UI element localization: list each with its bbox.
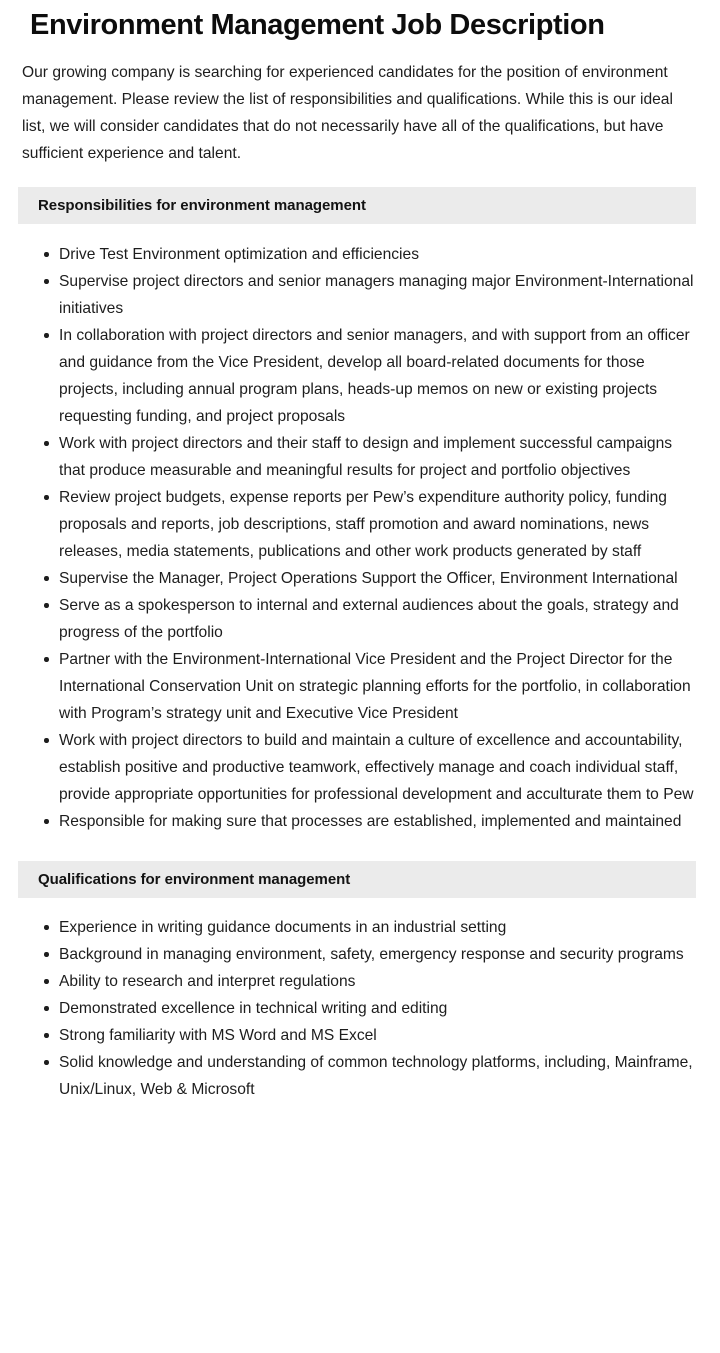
- intro-paragraph: Our growing company is searching for experienced candidates for the position of environment management. Please review the list of responsibilities and qualifications. While this is our ideal list, we will consider candidates that do not necessarily have all of the qualifications, but have sufficient experience and talent.: [22, 64, 673, 162]
- list-item: Work with project directors to build and maintain a culture of excellence and accountability, establish positive and productive teamwork, effectively manage and coach individual staff, provide appropriate opportunities for professional development and acculturate them to Pew: [0, 727, 698, 808]
- list-item: Background in managing environment, safety, emergency response and security programs: [0, 941, 698, 968]
- list-item: Strong familiarity with MS Word and MS Excel: [0, 1022, 698, 1049]
- section-header-responsibilities: [18, 187, 696, 224]
- list-item: Review project budgets, expense reports per Pew’s expenditure authority policy, funding proposals and reports, job descriptions, staff promotion and award nominations, news releases, media statements, publications and other work products generated by staff: [0, 484, 698, 565]
- section-responsibilities: [0, 187, 720, 835]
- list-item: Solid knowledge and understanding of common technology platforms, including, Mainframe, Unix/Linux, Web & Microsoft: [0, 1049, 698, 1103]
- list-item: Work with project directors and their staff to design and implement successful campaigns that produce measurable and meaningful results for project and portfolio objectives: [0, 430, 698, 484]
- list-item: Drive Test Environment optimization and efficiencies: [0, 241, 698, 268]
- section-heading-label: Responsibilities for environment management: [38, 197, 366, 214]
- list-item: Responsible for making sure that processes are established, implemented and maintained: [0, 808, 698, 835]
- list-item: Experience in writing guidance documents in an industrial setting: [0, 914, 698, 941]
- list-item: Demonstrated excellence in technical writing and editing: [0, 995, 698, 1022]
- list-item: In collaboration with project directors and senior managers, and with support from an officer and guidance from the Vice President, develop all board-related documents for those projects, including annual program plans, heads-up memos on new or existing projects requesting funding, and project proposals: [0, 322, 698, 430]
- responsibilities-list: [0, 241, 720, 835]
- list-item: Supervise project directors and senior managers managing major Environment-International initiatives: [0, 268, 698, 322]
- list-item: Partner with the Environment-International Vice President and the Project Director for the International Conservation Unit on strategic planning efforts for the portfolio, in collaboration with Program’s strategy unit and Executive Vice President: [0, 646, 698, 727]
- section-heading-label: Qualifications for environment management: [38, 871, 351, 888]
- section-header-qualifications: [18, 861, 696, 898]
- section-qualifications: [0, 861, 720, 1103]
- qualifications-list: [0, 914, 720, 1103]
- page-title: Environment Management Job Description: [30, 9, 605, 41]
- page-bottom-spacer: [0, 1103, 720, 1143]
- list-item: Serve as a spokesperson to internal and external audiences about the goals, strategy and progress of the portfolio: [0, 592, 698, 646]
- list-item: Supervise the Manager, Project Operations Support the Officer, Environment International: [0, 565, 698, 592]
- list-item: Ability to research and interpret regulations: [0, 968, 698, 995]
